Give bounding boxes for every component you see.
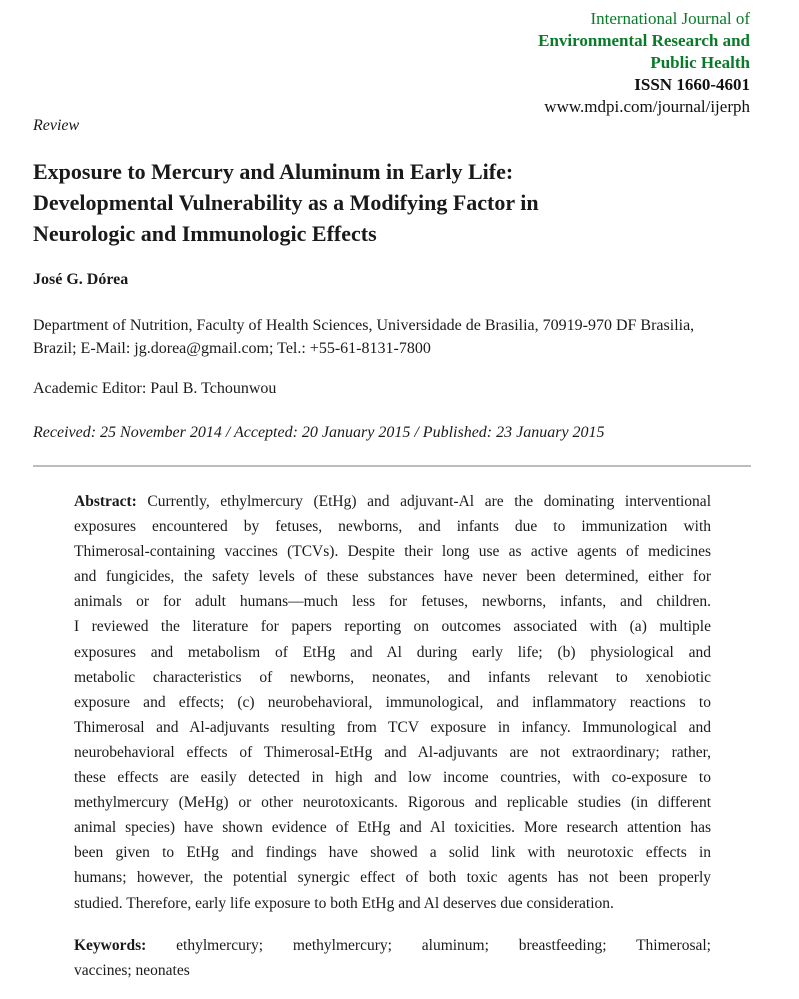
abstract-line: studied. Therefore, early life exposure to both EtHg and Al deserves due consideration.	[74, 894, 614, 912]
abstract-line: methylmercury (MeHg) or other neurotoxicants. Rigorous and replicable studies (in different	[74, 794, 711, 812]
abstract-line: Thimerosal-containing vaccines (TCVs). Despite their long use as active agents of medicines	[74, 543, 711, 561]
affiliation-line: Brazil; E-Mail: jg.dorea@gmail.com; Tel.: +55-61-8131-7800	[33, 340, 431, 357]
journal-url[interactable]: www.mdpi.com/journal/ijerph	[544, 97, 750, 116]
journal-header	[538, 8, 750, 118]
abstract-line	[74, 489, 711, 514]
article-title-line: Neurologic and Immunologic Effects	[33, 221, 377, 246]
abstract-line: I reviewed the literature for papers reporting on outcomes associated with (a) multiple	[74, 618, 711, 636]
author-affiliation	[33, 314, 694, 360]
journal-name-line1: International Journal of	[590, 9, 750, 28]
abstract-line: metabolic characteristics of newborns, neonates, and infants relevant to xenobiotic	[74, 668, 711, 686]
abstract-line: these effects are easily detected in high and low income countries, with co-exposure to	[74, 769, 711, 787]
journal-issn: ISSN 1660-4601	[634, 75, 750, 94]
abstract-line: animals or for adult humans—much less for fetuses, newborns, infants, and children.	[74, 593, 711, 611]
abstract-line: been given to EtHg and findings have showed a solid link with neurotoxic effects in	[74, 844, 711, 862]
article-type: Review	[33, 117, 80, 134]
abstract-line: humans; however, the potential synergic effect of both toxic agents has not been properly	[74, 869, 711, 887]
keywords-line: vaccines; neonates	[74, 962, 190, 979]
abstract-line: neurobehavioral effects of Thimerosal-EtHg and Al-adjuvants are not extraordinary; rather,	[74, 743, 711, 761]
article-title-line: Developmental Vulnerability as a Modifying Factor in	[33, 190, 539, 215]
abstract-first-line-text: Currently, ethylmercury (EtHg) and adjuvant-Al are the dominating interventional	[136, 493, 711, 510]
abstract	[74, 489, 711, 916]
abstract-line: exposures and metabolism of EtHg and Al during early life; (b) physiological and	[74, 643, 711, 661]
academic-editor: Academic Editor: Paul B. Tchounwou	[33, 380, 277, 397]
keywords	[74, 933, 711, 983]
keywords-line	[74, 933, 711, 958]
article-title-line: Exposure to Mercury and Aluminum in Early Life:	[33, 159, 514, 184]
journal-name-line3: Public Health	[650, 53, 750, 72]
abstract-line: exposures encountered by fetuses, newborns, and infants due to immunization with	[74, 518, 711, 536]
author-name: José G. Dórea	[33, 271, 129, 288]
section-divider	[33, 465, 751, 467]
affiliation-line: Department of Nutrition, Faculty of Health Sciences, Universidade de Brasilia, 70919-970 DF Brasilia,	[33, 317, 695, 334]
abstract-label: Abstract:	[74, 493, 137, 510]
abstract-line: and fungicides, the safety levels of these substances have never been determined, either for	[74, 568, 711, 586]
abstract-line: animal species) have shown evidence of EtHg and Al toxicities. More research attention has	[74, 819, 711, 837]
abstract-line: exposure and effects; (c) neurobehavioral, immunological, and inflammatory reactions to	[74, 693, 711, 711]
keywords-list-part1: ethylmercury; methylmercury; aluminum; breastfeeding; Thimerosal;	[146, 937, 711, 954]
article-title	[33, 156, 773, 249]
journal-name-line2: Environmental Research and	[538, 31, 750, 50]
keywords-label: Keywords:	[74, 937, 147, 954]
abstract-line: Thimerosal and Al-adjuvants resulting from TCV exposure in infancy. Immunological and	[74, 718, 711, 736]
publication-dates: Received: 25 November 2014 / Accepted: 20 January 2015 / Published: 23 January 2015	[33, 424, 605, 441]
